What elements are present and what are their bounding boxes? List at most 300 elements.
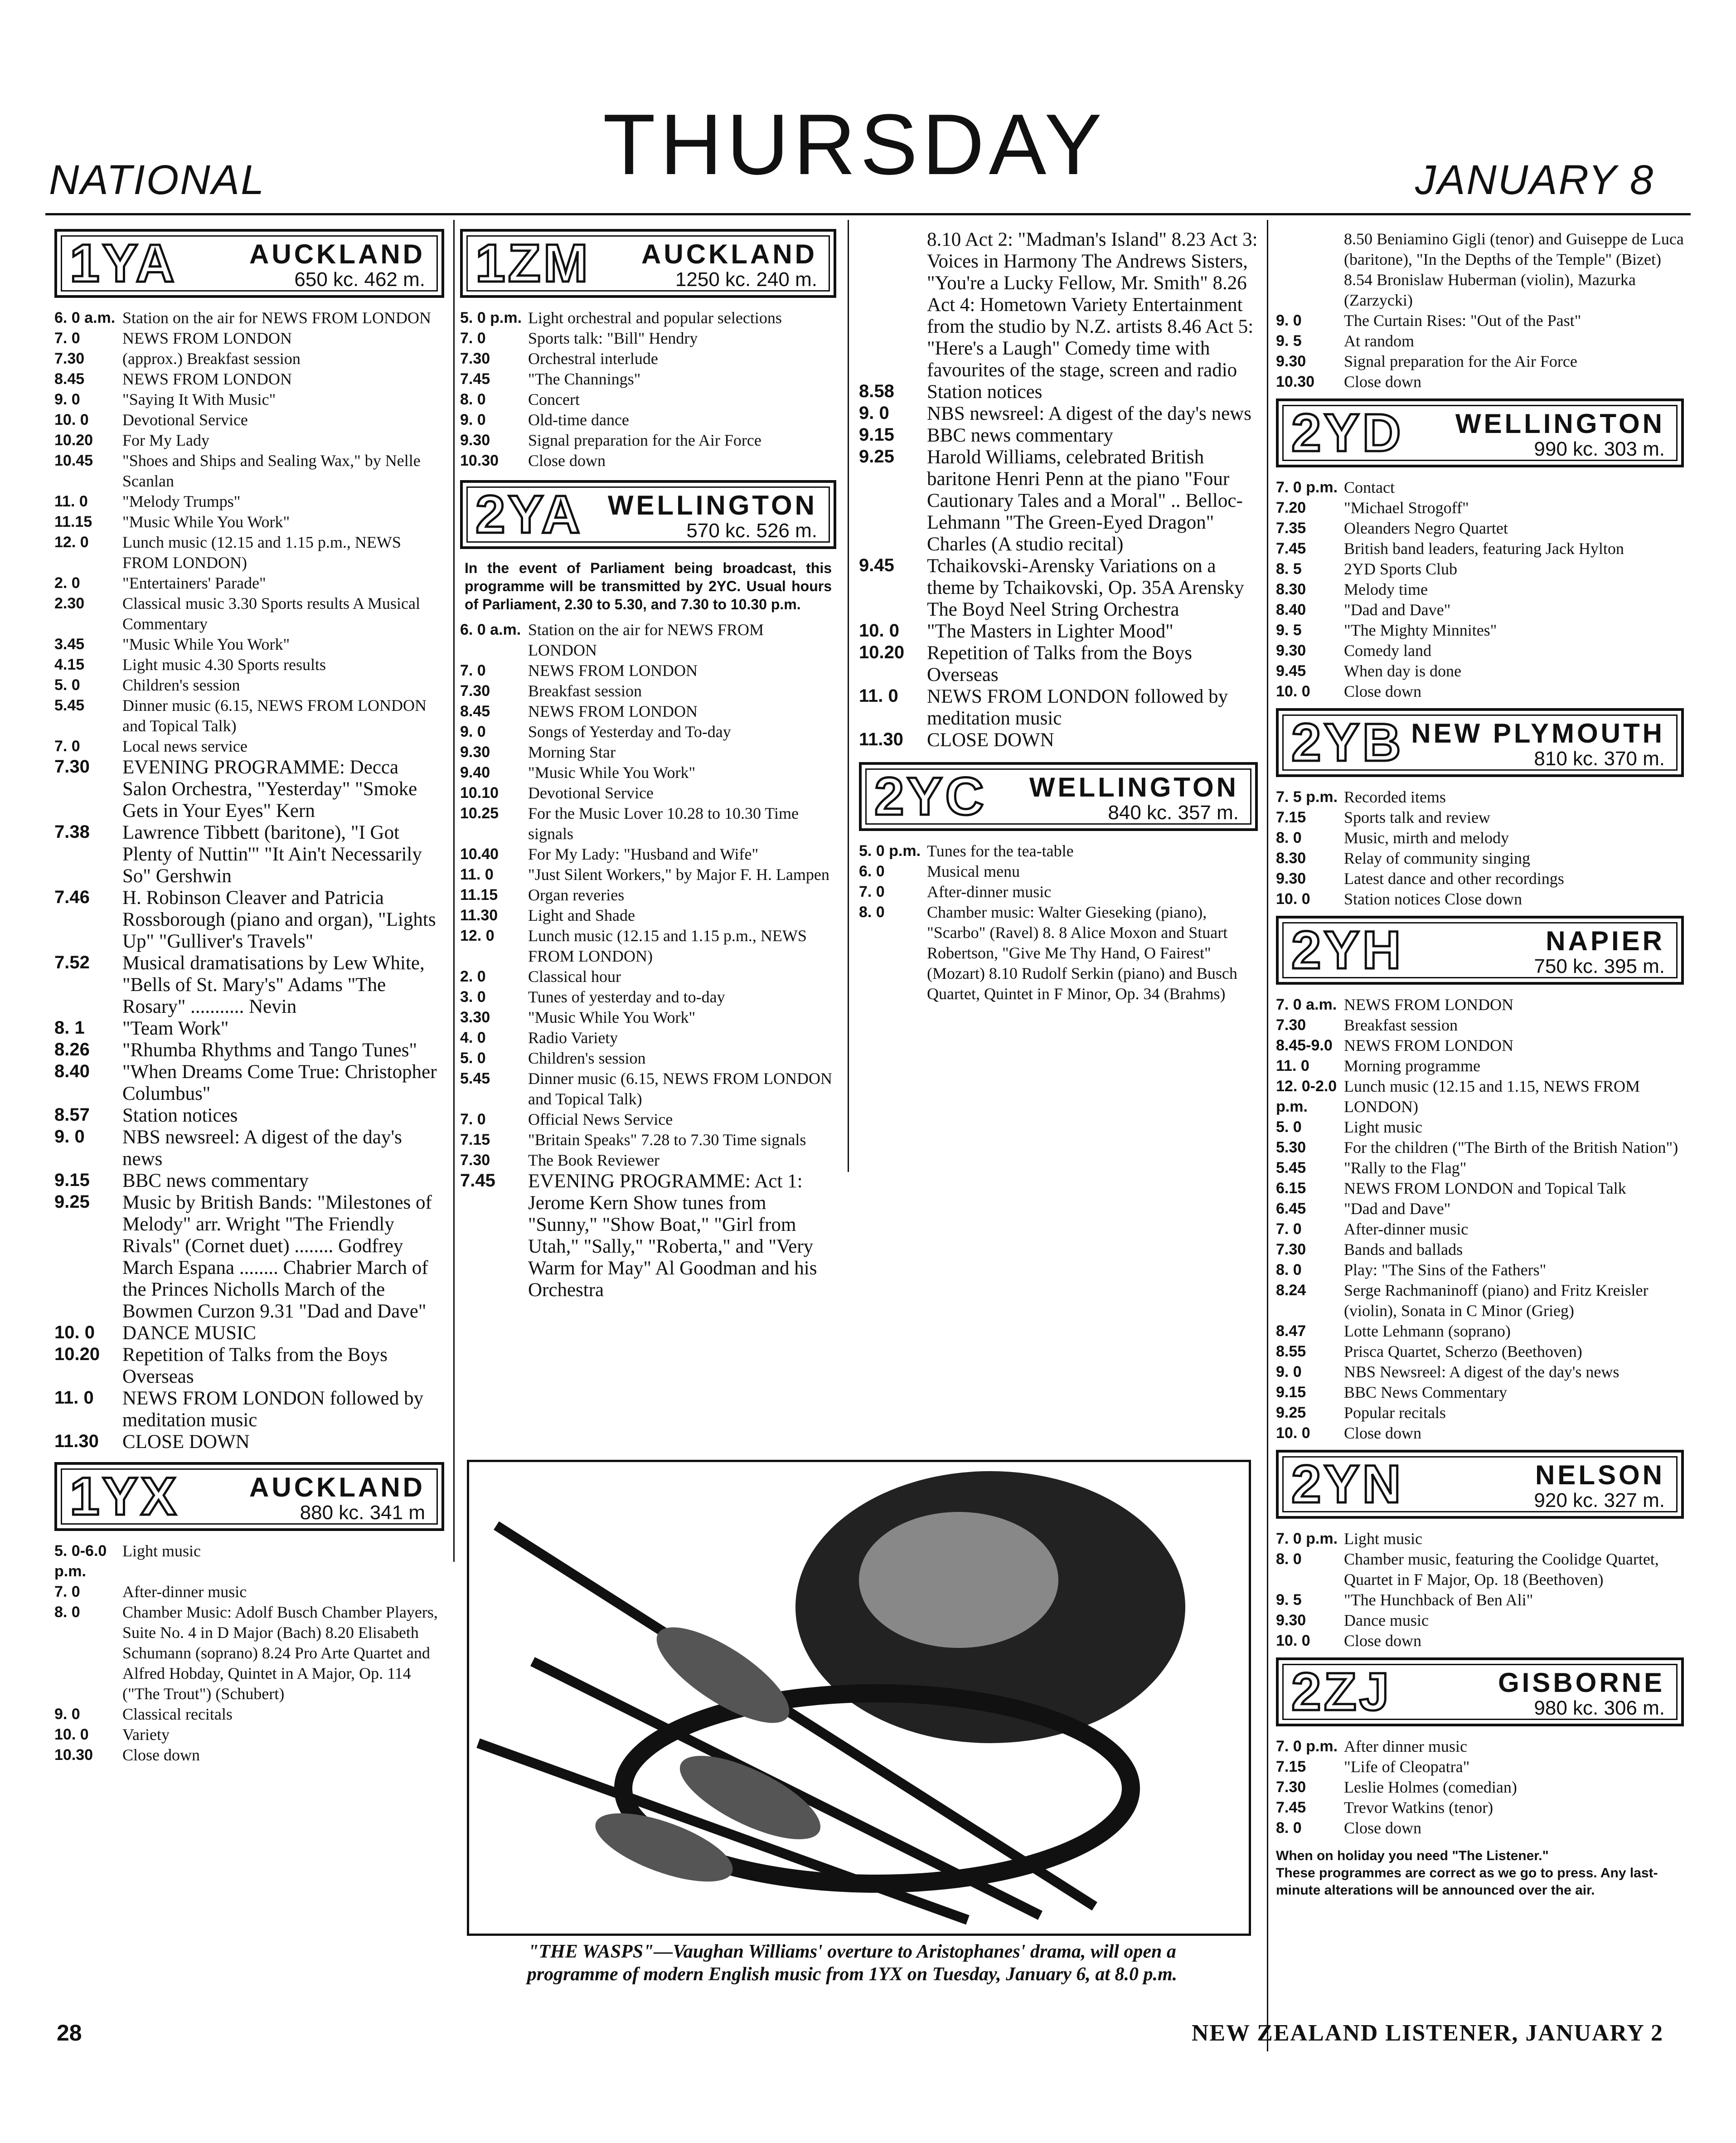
programme-row bbox=[1276, 807, 1684, 828]
programme-title: Dinner music (6.15, NEWS FROM LONDON and Topical Talk) bbox=[528, 1069, 832, 1108]
programme-row bbox=[1276, 661, 1684, 681]
programme-time: 7.30 bbox=[54, 350, 85, 367]
programme-time: 5.45 bbox=[1276, 1159, 1306, 1176]
programme-title: 2YD Sports Club bbox=[1344, 560, 1458, 578]
programme-title: Classical hour bbox=[528, 967, 621, 986]
programme-title: Sports talk: "Bill" Hendry bbox=[528, 329, 698, 347]
programme-title: Lunch music (12.15 and 1.15, NEWS FROM LONDON) bbox=[1344, 1077, 1640, 1116]
station-callsign: 1YX bbox=[70, 1467, 179, 1526]
programme-row bbox=[1276, 1117, 1684, 1137]
programme-row bbox=[460, 1171, 836, 1301]
station-header bbox=[54, 1462, 444, 1531]
programme-time: 5.45 bbox=[54, 697, 85, 714]
programme-time: 9. 5 bbox=[1276, 622, 1302, 639]
programme-row bbox=[859, 882, 1258, 902]
programme-row bbox=[1276, 229, 1684, 311]
programme-time: 6.15 bbox=[1276, 1180, 1306, 1197]
programme-time: 9. 0 bbox=[54, 391, 80, 408]
programme-row bbox=[460, 410, 836, 430]
programme-title: When day is done bbox=[1344, 662, 1461, 680]
page-title: THURSDAY bbox=[603, 97, 1106, 193]
holiday-note: When on holiday you need "The Listener." bbox=[1276, 1848, 1549, 1863]
programme-title: DANCE MUSIC bbox=[122, 1322, 257, 1344]
programme-row bbox=[1276, 1403, 1684, 1423]
programme-row bbox=[54, 1344, 444, 1388]
station-city: NEW PLYMOUTH bbox=[1411, 718, 1665, 748]
station-city: AUCKLAND bbox=[641, 239, 817, 269]
programme-time: 10.30 bbox=[460, 452, 499, 469]
programme-row bbox=[460, 763, 836, 783]
programme-time: 7. 0 bbox=[460, 662, 486, 679]
programme-title: Classical music 3.30 Sports results A Musical Commentary bbox=[122, 594, 420, 633]
programme-time: 12. 0-2.0 p.m. bbox=[1276, 1078, 1337, 1115]
programme-time: 7.30 bbox=[460, 1152, 490, 1169]
programme-time: 10.20 bbox=[859, 642, 905, 662]
programme-time: 8.30 bbox=[1276, 581, 1306, 598]
programme-title: Tunes for the tea-table bbox=[927, 842, 1074, 860]
programme-title: Close down bbox=[1344, 682, 1421, 700]
programme-title: Lawrence Tibbett (baritone), "I Got Plenty of Nuttin'" "It Ain't Necessarily So" Gershwin bbox=[122, 822, 422, 887]
programme-row bbox=[1276, 1260, 1684, 1280]
spacer bbox=[1276, 909, 1684, 916]
programme-time: 5. 0 bbox=[54, 676, 80, 694]
programme-row bbox=[54, 532, 444, 573]
programme-time: 9.45 bbox=[1276, 662, 1306, 680]
programme-row bbox=[54, 822, 444, 887]
programme-time: 5. 0 p.m. bbox=[859, 842, 921, 860]
programme-row bbox=[1276, 1777, 1684, 1798]
programme-row bbox=[54, 675, 444, 695]
programme-row bbox=[460, 803, 836, 844]
programme-row bbox=[54, 491, 444, 512]
programme-time: 6. 0 a.m. bbox=[460, 621, 521, 638]
station-city: WELLINGTON bbox=[607, 490, 817, 520]
programme-row bbox=[859, 447, 1258, 555]
programme-title: The Curtain Rises: "Out of the Past" bbox=[1344, 311, 1581, 330]
programme-title: Radio Variety bbox=[528, 1029, 618, 1047]
programme-title: Music by British Bands: "Milestones of Melody" arr. Wright "The Friendly Rivals" (Cornet duet) ........ Godfrey March Espana ........ Chabrier March of the Princes Nicholls March of the Bowmen Curzon 9.31 "Dad and Dave" bbox=[122, 1192, 432, 1322]
programme-row bbox=[54, 1704, 444, 1725]
programme-row bbox=[1276, 372, 1684, 392]
programme-title: NEWS FROM LONDON followed by meditation music bbox=[927, 686, 1228, 729]
programme-time: 7.45 bbox=[1276, 540, 1306, 557]
station-header bbox=[460, 229, 836, 298]
station-frequency: 750 kc. 395 m. bbox=[1534, 955, 1665, 977]
column-rule bbox=[1267, 220, 1268, 2051]
programme-time: 6. 0 a.m. bbox=[54, 309, 116, 326]
programme-row bbox=[54, 757, 444, 822]
programme-time: 10. 0 bbox=[54, 1322, 95, 1342]
programme-title: Dance music bbox=[1344, 1611, 1429, 1629]
programme-row bbox=[859, 861, 1258, 882]
programme-title: CLOSE DOWN bbox=[122, 1431, 250, 1453]
programme-time: 5. 0 p.m. bbox=[460, 309, 522, 326]
programme-time: 5.45 bbox=[460, 1070, 490, 1087]
programme-time: 9. 0 bbox=[859, 403, 889, 423]
programme-title: 8.10 Act 2: "Madman's Island" 8.23 Act 3: Voices in Harmony The Andrews Sisters, "You're a Lucky Fellow, Mr. Smith" 8.26 Act 4: Hometown Variety Entertainment from the studio by N.Z. artists 8.46 Act 5: "Here's a Laugh" Comedy time with favourites of the stage, screen and radio bbox=[927, 229, 1258, 381]
programme-title: Station notices bbox=[927, 381, 1043, 403]
programme-row bbox=[1276, 1321, 1684, 1341]
programme-row bbox=[1276, 1280, 1684, 1321]
programme-title: "Dad and Dave" bbox=[1344, 1200, 1451, 1218]
station-frequency: 650 kc. 462 m. bbox=[294, 268, 425, 291]
programme-time: 7. 5 p.m. bbox=[1276, 788, 1338, 806]
station-header bbox=[1276, 1450, 1684, 1519]
station-callsign: 2YN bbox=[1291, 1454, 1404, 1514]
programme-row bbox=[460, 905, 836, 926]
programme-time: 11. 0 bbox=[460, 866, 494, 883]
programme-row bbox=[460, 451, 836, 471]
programme-title: Local news service bbox=[122, 737, 247, 755]
programme-time: 7. 0 bbox=[54, 330, 80, 347]
programme-row bbox=[460, 1069, 836, 1109]
programme-title: NEWS FROM LONDON bbox=[122, 370, 292, 388]
programme-title: Prisca Quartet, Scherzo (Beethoven) bbox=[1344, 1342, 1582, 1361]
programme-row bbox=[859, 686, 1258, 729]
programme-time: 7.20 bbox=[1276, 499, 1306, 516]
programme-row bbox=[54, 593, 444, 634]
programme-time: 7. 0 bbox=[460, 330, 486, 347]
programme-time: 9.30 bbox=[1276, 1612, 1306, 1629]
programme-title: NEWS FROM LONDON bbox=[528, 661, 698, 680]
programme-row bbox=[460, 865, 836, 885]
programme-title: Old-time dance bbox=[528, 411, 629, 429]
programme-time: 8. 0 bbox=[460, 391, 486, 408]
programme-row bbox=[54, 1040, 444, 1061]
programme-time: 4. 0 bbox=[460, 1029, 486, 1046]
programme-row bbox=[460, 430, 836, 451]
programme-time: 5. 0 bbox=[460, 1050, 486, 1067]
programme-title: "Just Silent Workers," by Major F. H. Lampen bbox=[528, 865, 829, 884]
station-frequency: 1250 kc. 240 m. bbox=[675, 268, 817, 291]
programme-row bbox=[54, 655, 444, 675]
programme-row bbox=[460, 1109, 836, 1130]
programme-row bbox=[54, 349, 444, 369]
programme-row bbox=[54, 695, 444, 736]
spacer bbox=[1276, 392, 1684, 398]
spacer bbox=[54, 1453, 444, 1462]
programme-title: Harold Williams, celebrated British baritone Henri Penn at the piano "Four Cautionary Tales and a Moral" .. Belloc-Lehmann "The Green-Eyed Dragon" Charles (A studio recital) bbox=[927, 447, 1243, 555]
programme-row bbox=[460, 389, 836, 410]
programme-title: British band leaders, featuring Jack Hylton bbox=[1344, 539, 1624, 558]
programme-row bbox=[1276, 600, 1684, 620]
violins-illustration bbox=[469, 1462, 1244, 1929]
column-1 bbox=[54, 229, 444, 1765]
programme-time: 8.24 bbox=[1276, 1282, 1306, 1299]
programme-title: Trevor Watkins (tenor) bbox=[1344, 1798, 1494, 1817]
programme-title: After dinner music bbox=[1344, 1737, 1467, 1755]
programme-title: "Michael Strogoff" bbox=[1344, 499, 1469, 517]
programme-title: Light orchestral and popular selections bbox=[528, 309, 782, 327]
programme-time: 11. 0 bbox=[1276, 1057, 1309, 1074]
station-callsign: 2ZJ bbox=[1291, 1662, 1392, 1722]
programme-time: 10.20 bbox=[54, 1344, 100, 1364]
programme-row bbox=[54, 634, 444, 655]
programme-title: Dinner music (6.15, NEWS FROM LONDON and Topical Talk) bbox=[122, 696, 427, 735]
programme-title: Station on the air for NEWS FROM LONDON bbox=[528, 621, 764, 659]
station-frequency: 920 kc. 327 m. bbox=[1534, 1489, 1665, 1511]
programme-time: 6.45 bbox=[1276, 1200, 1306, 1217]
programme-title: NEWS FROM LONDON bbox=[1344, 996, 1514, 1014]
programme-row bbox=[460, 1028, 836, 1048]
programme-time: 9. 5 bbox=[1276, 1591, 1302, 1608]
programme-row bbox=[54, 451, 444, 491]
programme-time: 10. 0 bbox=[859, 621, 899, 641]
programme-time: 11.15 bbox=[54, 513, 92, 530]
programme-row bbox=[460, 742, 836, 763]
programme-row bbox=[460, 701, 836, 722]
programme-time: 7. 0 p.m. bbox=[1276, 479, 1338, 496]
programme-row bbox=[1276, 1158, 1684, 1178]
programme-row bbox=[460, 661, 836, 681]
programme-title: After-dinner music bbox=[927, 883, 1052, 901]
programme-time: 9. 5 bbox=[1276, 332, 1302, 350]
programme-time: 8. 0 bbox=[1276, 1550, 1302, 1568]
programme-row bbox=[54, 1725, 444, 1745]
programme-time: 7.45 bbox=[460, 1171, 495, 1191]
programme-time: 12. 0 bbox=[460, 927, 495, 944]
programme-row bbox=[859, 642, 1258, 686]
programme-time: 10. 0 bbox=[1276, 683, 1310, 700]
illustration-frame bbox=[467, 1460, 1251, 1936]
programme-title: Lotte Lehmann (soprano) bbox=[1344, 1322, 1511, 1340]
programme-time: 10.40 bbox=[460, 846, 499, 863]
programme-title: "The Hunchback of Ben Ali" bbox=[1344, 1591, 1533, 1609]
programme-title: Music, mirth and melody bbox=[1344, 829, 1509, 847]
programme-time: 7.52 bbox=[54, 952, 90, 972]
programme-row bbox=[1276, 787, 1684, 807]
programme-title: Children's session bbox=[122, 676, 240, 694]
programme-row bbox=[1276, 995, 1684, 1015]
programme-time: 10. 0 bbox=[54, 411, 89, 428]
programme-title: Comedy land bbox=[1344, 641, 1431, 660]
programme-title: Light and Shade bbox=[528, 906, 635, 924]
programme-row bbox=[1276, 1631, 1684, 1651]
header-rule bbox=[45, 213, 1691, 215]
programme-time: 9.40 bbox=[460, 764, 490, 781]
programme-row bbox=[859, 902, 1258, 1004]
programme-row bbox=[1276, 681, 1684, 702]
programme-title: Devotional Service bbox=[122, 411, 248, 429]
programme-row bbox=[1276, 1137, 1684, 1158]
programme-row bbox=[1276, 1736, 1684, 1757]
station-header bbox=[1276, 916, 1684, 985]
station-city: WELLINGTON bbox=[1029, 772, 1239, 802]
programme-time: 9.25 bbox=[1276, 1404, 1306, 1421]
programme-row bbox=[1276, 620, 1684, 641]
programme-time: 9.30 bbox=[460, 432, 490, 449]
programme-row bbox=[54, 952, 444, 1018]
programme-title: Leslie Holmes (comedian) bbox=[1344, 1778, 1517, 1796]
programme-time: 9.25 bbox=[859, 447, 894, 467]
programme-time: 8.26 bbox=[54, 1040, 90, 1059]
programme-title: EVENING PROGRAMME: Act 1: Jerome Kern Show tunes from "Sunny," "Show Boat," "Girl from Utah," "Sally," "Roberta," and "Very Warm for May" Al Goodman and his Orchestra bbox=[528, 1171, 817, 1301]
programme-title: Classical recitals bbox=[122, 1705, 233, 1723]
programme-time: 11.30 bbox=[859, 729, 903, 749]
programme-row bbox=[54, 1602, 444, 1704]
section-label: NATIONAL bbox=[49, 157, 266, 203]
programme-row bbox=[460, 783, 836, 803]
programme-row bbox=[859, 381, 1258, 403]
programme-row bbox=[859, 841, 1258, 861]
station-header bbox=[460, 480, 836, 549]
programme-title: "Music While You Work" bbox=[528, 1008, 696, 1026]
station-callsign: 2YB bbox=[1291, 713, 1404, 773]
programme-row bbox=[1276, 1529, 1684, 1549]
programme-time: 7.45 bbox=[460, 370, 490, 388]
programme-title: Relay of community singing bbox=[1344, 849, 1530, 867]
programme-title: Chamber music: Walter Gieseking (piano), "Scarbo" (Ravel) 8. 8 Alice Moxon and Stuart Robertson, "Give Me Thy Hand, O Fairest" (Mozart) 8.10 Rudolf Serkin (piano) and Busch Quartet, Quintet in F Minor, Op. 34 (Brahms) bbox=[927, 903, 1237, 1003]
programme-row bbox=[859, 425, 1258, 447]
station-callsign: 2YC bbox=[874, 767, 987, 826]
programme-time: 8.45 bbox=[460, 703, 490, 720]
programme-row bbox=[460, 844, 836, 865]
programme-time: 8.45-9.0 bbox=[1276, 1037, 1333, 1054]
programme-time: 8. 0 bbox=[54, 1604, 80, 1621]
programme-title: "Team Work" bbox=[122, 1018, 229, 1039]
programme-row bbox=[54, 1431, 444, 1453]
programme-time: 9.15 bbox=[859, 425, 894, 445]
programme-title: Lunch music (12.15 and 1.15 p.m., NEWS FROM LONDON) bbox=[122, 533, 401, 572]
programme-time: 3.45 bbox=[54, 636, 85, 653]
station-header bbox=[1276, 398, 1684, 467]
programme-title: CLOSE DOWN bbox=[927, 729, 1054, 751]
spacer bbox=[1276, 1838, 1684, 1847]
programme-row bbox=[1276, 331, 1684, 351]
spacer bbox=[1276, 702, 1684, 708]
magazine-footer: NEW ZEALAND LISTENER, JANUARY 2 bbox=[1191, 2020, 1663, 2046]
programme-title: For My Lady: "Husband and Wife" bbox=[528, 845, 759, 863]
programme-time: 9. 0 bbox=[460, 411, 486, 428]
programme-title: NEWS FROM LONDON bbox=[122, 329, 292, 347]
programme-time: 7. 0 bbox=[54, 1583, 80, 1600]
programme-row bbox=[54, 308, 444, 328]
programme-title: "Music While You Work" bbox=[122, 635, 290, 653]
programme-row bbox=[1276, 498, 1684, 518]
programme-row bbox=[859, 729, 1258, 751]
programme-time: 7.30 bbox=[1276, 1016, 1306, 1034]
programme-time: 9.30 bbox=[1276, 870, 1306, 887]
programme-time: 8.47 bbox=[1276, 1322, 1306, 1340]
programme-title: After-dinner music bbox=[1344, 1220, 1469, 1238]
programme-title: Play: "The Sins of the Fathers" bbox=[1344, 1261, 1547, 1279]
programme-time: 10. 0 bbox=[1276, 1424, 1310, 1442]
station-callsign: 2YA bbox=[475, 485, 583, 544]
station-callsign: 2YD bbox=[1291, 403, 1404, 463]
station-frequency: 840 kc. 357 m. bbox=[1108, 802, 1239, 824]
programme-time: 8.40 bbox=[1276, 601, 1306, 618]
programme-time: 7.46 bbox=[54, 887, 90, 907]
programme-title: Repetition of Talks from the Boys Overseas bbox=[122, 1344, 388, 1387]
programme-time: 7.15 bbox=[460, 1131, 490, 1148]
programme-row bbox=[1276, 641, 1684, 661]
programme-row bbox=[1276, 1382, 1684, 1403]
programme-title: Close down bbox=[1344, 1424, 1421, 1442]
programme-time: 9.30 bbox=[460, 743, 490, 761]
programme-title: Close down bbox=[528, 452, 606, 470]
programme-time: 7. 0 bbox=[859, 883, 885, 900]
programme-row bbox=[54, 1018, 444, 1040]
programme-row bbox=[460, 1048, 836, 1069]
programme-row bbox=[1276, 1056, 1684, 1076]
programme-row bbox=[1276, 1362, 1684, 1382]
programme-row bbox=[1276, 1076, 1684, 1117]
programme-time: 7. 0 p.m. bbox=[1276, 1738, 1338, 1755]
programme-row bbox=[54, 1541, 444, 1582]
programme-time: 7.38 bbox=[54, 822, 90, 842]
programme-row bbox=[1276, 869, 1684, 889]
programme-time: 7. 0 a.m. bbox=[1276, 996, 1337, 1013]
programme-row bbox=[859, 403, 1258, 425]
programme-title: (approx.) Breakfast session bbox=[122, 350, 301, 368]
programme-title: Close down bbox=[1344, 1819, 1421, 1837]
programme-title: NBS Newsreel: A digest of the day's news bbox=[1344, 1363, 1620, 1381]
column-rule bbox=[453, 220, 455, 1562]
programme-row bbox=[54, 1745, 444, 1765]
programme-title: "The Mighty Minnites" bbox=[1344, 621, 1497, 639]
programme-title: H. Robinson Cleaver and Patricia Rossborough (piano and organ), "Lights Up" "Gulliver's Travels" bbox=[122, 887, 436, 952]
programme-row bbox=[460, 926, 836, 967]
station-city: GISBORNE bbox=[1498, 1667, 1665, 1698]
programme-time: 10.25 bbox=[460, 805, 499, 822]
column-3 bbox=[859, 229, 1258, 1004]
spacer bbox=[1276, 1651, 1684, 1657]
programme-title: Musical menu bbox=[927, 862, 1020, 880]
programme-title: NBS newsreel: A digest of the day's news bbox=[122, 1127, 402, 1170]
programme-title: NEWS FROM LONDON bbox=[528, 702, 698, 720]
programme-title: Light music 4.30 Sports results bbox=[122, 656, 326, 674]
programme-title: Devotional Service bbox=[528, 784, 654, 802]
programme-title: Station notices Close down bbox=[1344, 890, 1522, 908]
station-city: NELSON bbox=[1535, 1460, 1665, 1490]
programme-title: "When Dreams Come True: Christopher Columbus" bbox=[122, 1061, 437, 1104]
programme-title: Orchestral interlude bbox=[528, 350, 658, 368]
programme-time: 11.15 bbox=[460, 886, 498, 904]
programme-time: 9.30 bbox=[1276, 353, 1306, 370]
programme-title: "Melody Trumps" bbox=[122, 492, 241, 510]
programme-title: Chamber Music: Adolf Busch Chamber Players, Suite No. 4 in D Major (Bach) 8.20 Elisabeth Schumann (soprano) 8.24 Pro Arte Quartet and Alfred Hobday, Quintet in A Major, Op. 114 ("The Trout") (Schubert) bbox=[122, 1603, 438, 1703]
programme-title: Light music bbox=[1344, 1118, 1422, 1136]
programme-title: BBC news commentary bbox=[927, 425, 1113, 446]
station-frequency: 810 kc. 370 m. bbox=[1534, 748, 1665, 770]
column-2 bbox=[460, 229, 836, 1301]
spacer bbox=[859, 751, 1258, 762]
station-city: AUCKLAND bbox=[249, 1472, 425, 1502]
programme-row bbox=[460, 722, 836, 742]
programme-time: 11.30 bbox=[54, 1431, 99, 1451]
programme-time: 9. 0 bbox=[54, 1706, 80, 1723]
programme-title: "Life of Cleopatra" bbox=[1344, 1758, 1470, 1776]
programme-title: "Entertainers' Parade" bbox=[122, 574, 266, 592]
programme-title: For the Music Lover 10.28 to 10.30 Time signals bbox=[528, 804, 799, 843]
programme-time: 11. 0 bbox=[54, 1388, 94, 1408]
programme-row bbox=[54, 410, 444, 430]
programme-row bbox=[460, 1007, 836, 1028]
programme-time: 8. 0 bbox=[1276, 1261, 1302, 1278]
programme-time: 5.30 bbox=[1276, 1139, 1306, 1156]
programme-row bbox=[54, 1170, 444, 1192]
station-city: NAPIER bbox=[1546, 926, 1665, 956]
spacer bbox=[460, 471, 836, 480]
programme-title: NEWS FROM LONDON followed by meditation music bbox=[122, 1388, 424, 1431]
programme-row bbox=[460, 1130, 836, 1150]
programme-title: Tchaikovski-Arensky Variations on a theme by Tchaikovski, Op. 35A Arensky The Boyd Neel String Orchestra bbox=[927, 555, 1244, 620]
programme-time: 7. 0 p.m. bbox=[1276, 1530, 1338, 1547]
programme-time: 7.15 bbox=[1276, 1758, 1306, 1775]
programme-time: 9. 0 bbox=[1276, 1363, 1302, 1380]
programme-title: NEWS FROM LONDON bbox=[1344, 1036, 1514, 1054]
programme-row bbox=[1276, 1610, 1684, 1631]
